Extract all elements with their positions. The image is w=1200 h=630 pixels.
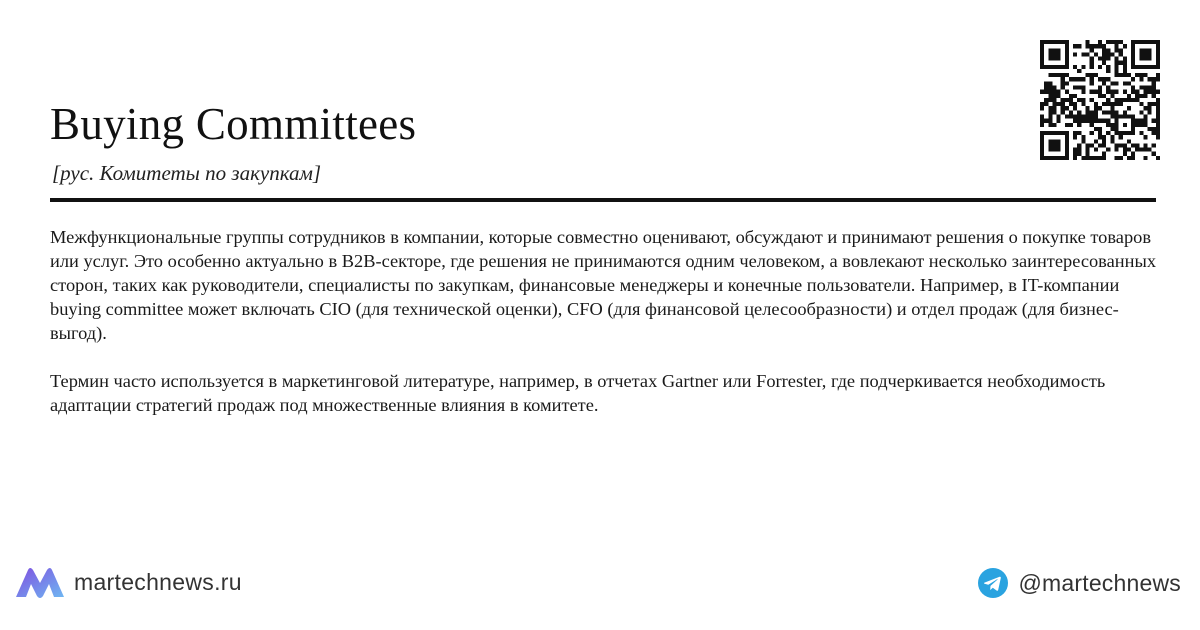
site-link[interactable] xyxy=(15,562,242,602)
definition-paragraph: Межфункциональные группы сотрудников в компании, которые совместно оценивают, обсуждают и принимают решения о покупке товаров или услуг. Это особенно актуально в B2B-секторе, где решения не принимаются одним человеком, а вовлекают несколько заинтересованных сторон, таких как руководители, специалисты по закупкам, финансовые менеджеры и конечные пользователи. Например, в IT-компании buying committee может включать CIO (для технической оценки), CFO (для финансовой целесообразности) и отдел продаж (для бизнес-выгод). xyxy=(50,227,1157,343)
term-title: Buying Committees xyxy=(50,99,417,149)
title-divider xyxy=(50,198,1156,202)
qr-code-icon[interactable] xyxy=(1040,40,1160,160)
term-header xyxy=(50,96,1010,186)
telegram-link[interactable] xyxy=(978,563,1181,603)
definition-paragraph: Термин часто используется в маркетинговой литературе, например, в отчетах Gartner или Forrester, где подчеркивается необходимость адаптации стратегий продаж под множественные влияния в комитете. xyxy=(50,371,1106,415)
definition-body xyxy=(50,225,1160,441)
telegram-handle[interactable]: @martechnews xyxy=(1018,569,1181,596)
martechnews-logo-icon xyxy=(15,564,65,600)
telegram-icon xyxy=(978,568,1008,598)
site-name[interactable]: martechnews.ru xyxy=(74,568,242,595)
term-translation: [рус. Комитеты по закупкам] xyxy=(52,161,322,185)
